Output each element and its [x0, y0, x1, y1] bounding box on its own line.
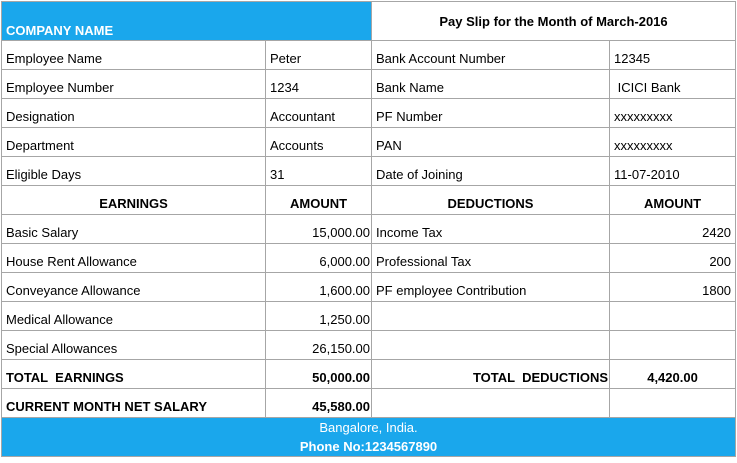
earnings-header: EARNINGS: [2, 186, 266, 215]
empty-cell: [372, 389, 610, 418]
deduction-label: Income Tax: [372, 215, 610, 244]
table-row: [2, 244, 736, 273]
info-value: 31: [266, 157, 372, 186]
deduction-label: Professional Tax: [372, 244, 610, 273]
earning-label: House Rent Allowance: [2, 244, 266, 273]
info-value: Accountant: [266, 99, 372, 128]
info-row: [2, 41, 736, 70]
company-name: COMPANY NAME: [2, 2, 372, 41]
net-salary-label: CURRENT MONTH NET SALARY: [2, 389, 266, 418]
empty-cell: [372, 302, 610, 331]
header-row: [2, 2, 736, 41]
info-value: 1234: [266, 70, 372, 99]
earning-amount: 6,000.00: [266, 244, 372, 273]
totals-row: [2, 360, 736, 389]
earnings-amount-header: AMOUNT: [266, 186, 372, 215]
info-label: Bank Account Number: [372, 41, 610, 70]
earning-label: Medical Allowance: [2, 302, 266, 331]
footer: [2, 418, 736, 457]
column-header-row: [2, 186, 736, 215]
earning-label: Conveyance Allowance: [2, 273, 266, 302]
total-deductions-value: 4,420.00: [610, 360, 736, 389]
table-row: [2, 215, 736, 244]
total-deductions-label: TOTAL DEDUCTIONS: [372, 360, 610, 389]
info-label: PF Number: [372, 99, 610, 128]
footer-phone: Phone No:1234567890: [299, 439, 438, 454]
info-label: PAN: [372, 128, 610, 157]
pay-slip: [0, 1, 737, 463]
earning-amount: 1,600.00: [266, 273, 372, 302]
footer-row: [2, 418, 736, 457]
info-value: ICICI Bank: [610, 70, 736, 99]
deduction-label: PF employee Contribution: [372, 273, 610, 302]
info-value: xxxxxxxxx: [610, 128, 736, 157]
deduction-amount: 1800: [610, 273, 736, 302]
total-earnings-label: TOTAL EARNINGS: [2, 360, 266, 389]
info-label: Employee Number: [2, 70, 266, 99]
info-row: [2, 157, 736, 186]
info-label: Employee Name: [2, 41, 266, 70]
info-label: Bank Name: [372, 70, 610, 99]
info-value: Peter: [266, 41, 372, 70]
net-salary-row: [2, 389, 736, 418]
info-row: [2, 99, 736, 128]
earning-label: Special Allowances: [2, 331, 266, 360]
info-label: Designation: [2, 99, 266, 128]
info-value: 12345: [610, 41, 736, 70]
table-row: [2, 302, 736, 331]
info-row: [2, 128, 736, 157]
empty-cell: [610, 389, 736, 418]
empty-cell: [610, 302, 736, 331]
net-salary-value: 45,580.00: [266, 389, 372, 418]
earning-amount: 15,000.00: [266, 215, 372, 244]
info-label: Eligible Days: [2, 157, 266, 186]
info-value: Accounts: [266, 128, 372, 157]
earning-amount: 1,250.00: [266, 302, 372, 331]
deductions-amount-header: AMOUNT: [610, 186, 736, 215]
table-row: [2, 273, 736, 302]
empty-cell: [610, 331, 736, 360]
deduction-amount: 2420: [610, 215, 736, 244]
total-earnings-value: 50,000.00: [266, 360, 372, 389]
page-title: Pay Slip for the Month of March-2016: [372, 2, 736, 41]
pay-slip-table: [1, 1, 736, 457]
info-value: 11-07-2010: [610, 157, 736, 186]
footer-address: Bangalore, India.: [319, 420, 418, 435]
deduction-amount: 200: [610, 244, 736, 273]
deductions-header: DEDUCTIONS: [372, 186, 610, 215]
info-row: [2, 70, 736, 99]
info-label: Date of Joining: [372, 157, 610, 186]
info-label: Department: [2, 128, 266, 157]
earning-amount: 26,150.00: [266, 331, 372, 360]
info-value: xxxxxxxxx: [610, 99, 736, 128]
empty-cell: [372, 331, 610, 360]
earning-label: Basic Salary: [2, 215, 266, 244]
table-row: [2, 331, 736, 360]
